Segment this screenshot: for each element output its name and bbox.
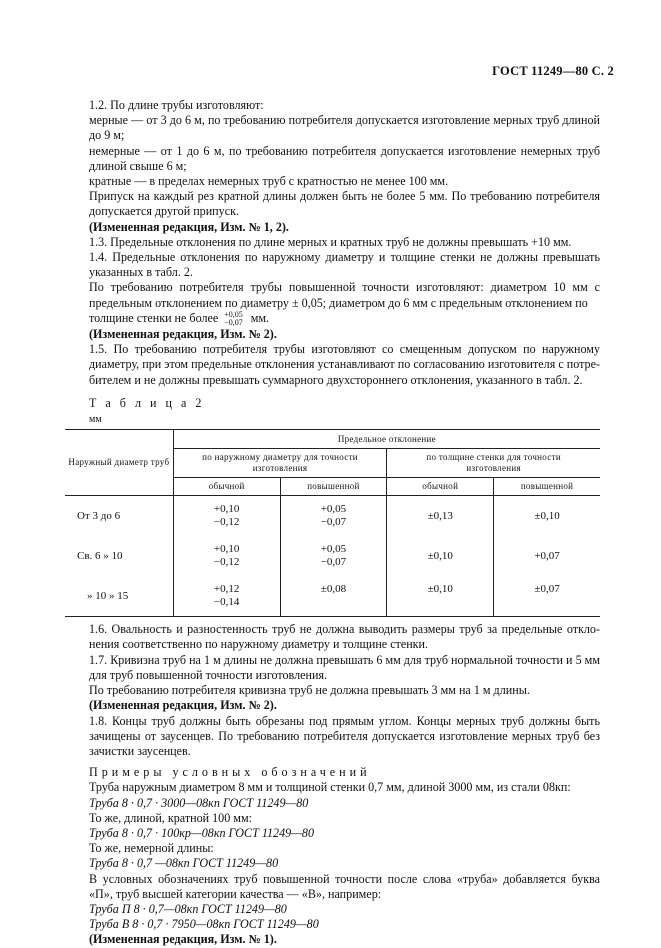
od-normal-minus: −0,14 bbox=[213, 596, 240, 609]
paragraph-allowance: Припуск на каждый рез кратной длины должен быть не более 5 мм. По требованию потребителя допускается другой припуск. bbox=[89, 189, 600, 219]
example-4-designation-p: Труба П 8 · 0,7—08кп ГОСТ 11249—80 bbox=[89, 901, 287, 916]
paragraph-multiple: кратные — в пределах немерных труб с кратностью не менее 100 мм. bbox=[89, 174, 449, 189]
od-high-cell: ±0,08 bbox=[280, 576, 387, 617]
subheader-normal-od: обычной bbox=[173, 478, 280, 496]
od-normal-minus: −0,12 bbox=[213, 556, 240, 569]
od-high-cell bbox=[280, 496, 387, 537]
paragraph-unmeasured: немерные — от 1 до 6 м, по требованию потребителя допускается изготовление немерных труб длиной свыше 6 м; bbox=[89, 143, 600, 173]
tolerance-fraction bbox=[224, 311, 243, 327]
example-2-text: То же, длиной, кратной 100 мм: bbox=[89, 810, 252, 825]
subheader-high-wall: повышенной bbox=[494, 478, 600, 496]
examples-title: Примеры условных обозначений bbox=[89, 765, 371, 780]
header-limit-deviation: Предельное отклонение bbox=[173, 430, 600, 449]
clause-1-3: 1.3. Предельные отклонения по длине мерных и кратных труб не должны превышать +10 мм. bbox=[89, 234, 572, 249]
wall-high-cell: ±0,10 bbox=[494, 496, 600, 537]
amendment-note-1: (Измененная редакция, Изм. № 1, 2). bbox=[89, 219, 289, 234]
clause-1-8: 1.8. Концы труб должны быть обрезаны под прямым углом. Концы мерных труб должны быть зачищены от заусенцев. По требованию потребителя допускается изготовление мерных труб без зачистки заусенцев. bbox=[89, 713, 600, 758]
od-high-minus: −0,07 bbox=[320, 516, 347, 529]
od-normal-minus: −0,12 bbox=[213, 516, 240, 529]
table-row bbox=[65, 576, 600, 617]
example-3-designation: Труба 8 · 0,7 —08кп ГОСТ 11249—80 bbox=[89, 856, 279, 871]
wall-normal-cell: ±0,10 bbox=[387, 536, 494, 576]
paragraph-curvature: По требованию потребителя кривизна труб не должна превышать 3 мм на 1 м длины. bbox=[89, 683, 530, 698]
od-normal-cell bbox=[173, 576, 280, 617]
od-normal-plus: +0,10 bbox=[213, 543, 240, 556]
wall-high-cell: ±0,07 bbox=[494, 576, 600, 617]
od-normal-cell bbox=[173, 496, 280, 537]
od-high-plus: +0,05 bbox=[320, 543, 347, 556]
od-high-plus: +0,05 bbox=[320, 503, 347, 516]
paragraph-measured: мерные — от 3 до 6 м, по требованию потребителя допускается изготовление мерных труб длиной до 9 м; bbox=[89, 113, 600, 143]
paragraph-high-precision: По требованию потребителя трубы повышенной точности изготовляют: диаметром 10 мм с предельным отклонением по диаметру ± 0,05; диаметром до 6 мм с предельным отклонением по bbox=[89, 280, 600, 310]
row-diameter-label: От 3 до 6 bbox=[77, 509, 121, 522]
row-diameter-label: Св. 6 » 10 bbox=[77, 549, 123, 562]
example-1-text: Труба наружным диаметром 8 мм и толщиной стенки 0,7 мм, длиной 3000 мм, из стали 08кп: bbox=[89, 780, 571, 795]
document-body bbox=[68, 98, 600, 948]
amendment-note-3: (Измененная редакция, Изм. № 2). bbox=[89, 698, 277, 713]
subheader-high-od: повышенной bbox=[280, 478, 387, 496]
od-high-cell bbox=[280, 536, 387, 576]
table-unit: мм bbox=[89, 414, 102, 426]
clause-1-5: 1.5. По требованию потребителя трубы изготовляют со смещенным допуском по наружному диаметру, при этом предельные отклонения устанавливают по согласованию изготовителя с потребителем и не должны превышать суммарного двухстороннего отклонения, указанного в табл. 2. bbox=[89, 342, 600, 387]
example-4-text: В условных обозначениях труб повышенной точности после слова «труба» добавляется буква «П», труб высшей категории качества — «В», например: bbox=[89, 871, 600, 901]
example-1-designation: Труба 8 · 0,7 · 3000—08кп ГОСТ 11249—80 bbox=[89, 795, 309, 810]
subheader-normal-wall: обычной bbox=[387, 478, 494, 496]
od-normal-plus: +0,10 bbox=[213, 503, 240, 516]
table-caption: Т а б л и ц а 2 bbox=[89, 395, 205, 410]
od-normal-plus: +0,12 bbox=[213, 583, 240, 596]
wall-normal-cell: ±0,13 bbox=[387, 496, 494, 537]
page-header: ГОСТ 11249—80 С. 2 bbox=[492, 64, 614, 78]
wall-normal-cell: ±0,10 bbox=[387, 576, 494, 617]
wall-high-cell: +0,07 bbox=[494, 536, 600, 576]
amendment-note-4: (Измененная редакция, Изм. № 1). bbox=[89, 932, 277, 947]
od-high-minus: −0,07 bbox=[320, 556, 347, 569]
tolerance-unit: мм. bbox=[250, 310, 270, 325]
example-4-designation-v: Труба В 8 · 0,7 · 7950—08кп ГОСТ 11249—80 bbox=[89, 917, 319, 932]
clause-1-2: 1.2. По длине трубы изготовляют: bbox=[89, 98, 264, 112]
tolerance-table bbox=[65, 429, 600, 617]
example-2-designation: Труба 8 · 0,7 · 100кр—08кп ГОСТ 11249—80 bbox=[89, 825, 315, 840]
clause-1-4: 1.4. Предельные отклонения по наружному диаметру и толщине стенки не должны превышать указанных в табл. 2. bbox=[89, 250, 600, 280]
clause-1-7: 1.7. Кривизна труб на 1 м длины не должна превышать 6 мм для труб нормальной точности и 5 мм для труб повышенной точности изготовления. bbox=[89, 652, 600, 682]
wall-tolerance-text: толщине стенки не более bbox=[89, 310, 219, 325]
header-by-wall-thickness: по толщине стенки для точности изготовления bbox=[387, 449, 600, 478]
tolerance-lower: −0,07 bbox=[224, 318, 243, 328]
amendment-note-2: (Измененная редакция, Изм. № 2). bbox=[89, 327, 277, 342]
clause-1-6: 1.6. Овальность и разностенность труб не должна выводить размеры труб за предельные отклонения соответственно по наружному диаметру и толщине стенки. bbox=[89, 622, 600, 652]
tolerance-upper: +0,05 bbox=[224, 310, 243, 320]
paragraph-wall-tolerance bbox=[89, 311, 600, 327]
table-row bbox=[65, 536, 600, 576]
header-outer-diameter: Наружный диаметр труб bbox=[68, 457, 170, 468]
example-3-text: То же, немерной длины: bbox=[89, 841, 214, 856]
header-by-outer-diameter: по наружному диаметру для точности изготовления bbox=[173, 449, 387, 478]
row-diameter-label: » 10 » 15 bbox=[87, 589, 129, 602]
table-row bbox=[65, 496, 600, 537]
od-normal-cell bbox=[173, 536, 280, 576]
